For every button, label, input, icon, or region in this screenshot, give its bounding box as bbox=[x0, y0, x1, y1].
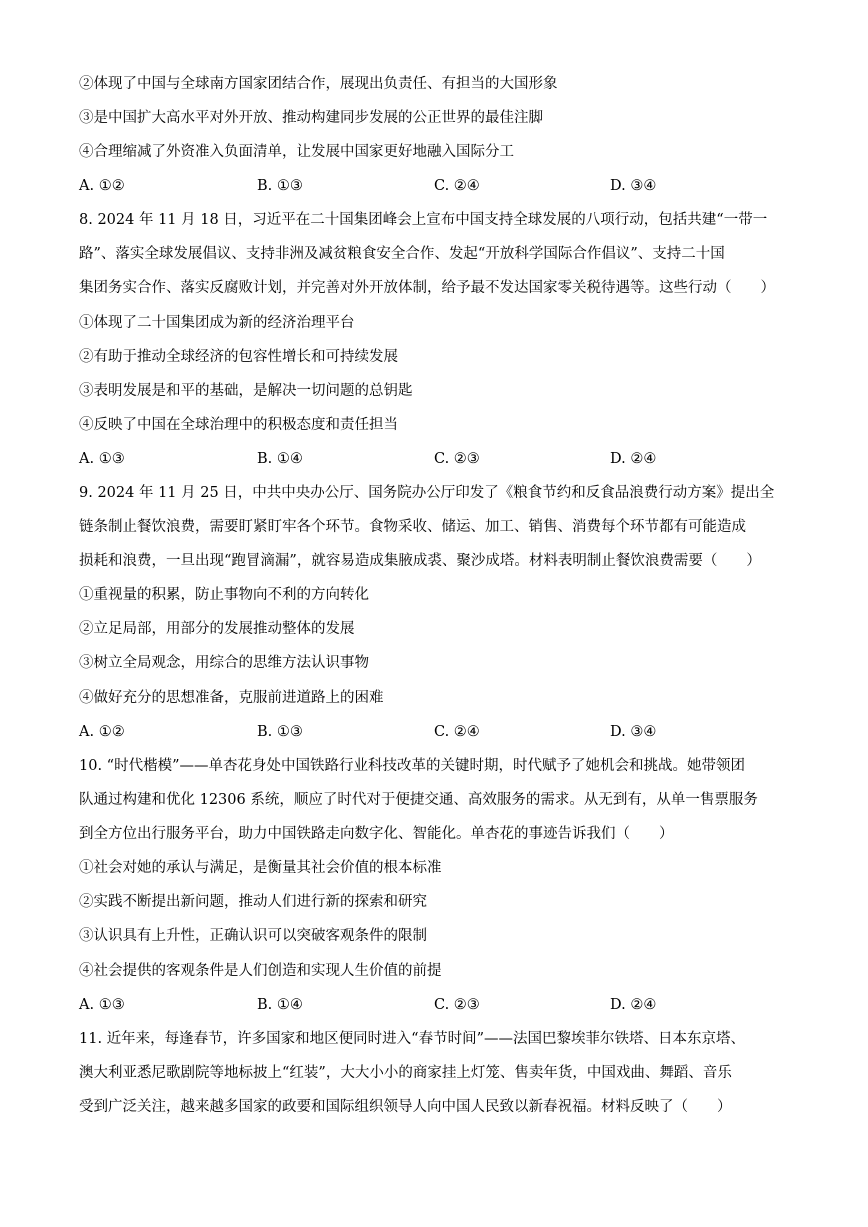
q11-stem-line-3: 受到广泛关注，越来越多国家的政要和国际组织领导人向中国人民致以新春祝福。材料反映了（ ） bbox=[79, 1099, 732, 1115]
q10-option-3: ③认识具有上升性，正确认识可以突破客观条件的限制 bbox=[79, 928, 427, 944]
q10-choice-a[interactable]: A. ①③ bbox=[79, 997, 125, 1013]
q8-choice-a[interactable]: A. ①③ bbox=[79, 451, 125, 467]
q9-choice-d[interactable]: D. ③④ bbox=[610, 724, 657, 740]
q7-option-3: ③是中国扩大高水平对外开放、推动构建同步发展的公正世界的最佳注脚 bbox=[79, 110, 543, 126]
q9-choice-c[interactable]: C. ②④ bbox=[434, 724, 480, 740]
q8-option-1: ①体现了二十国集团成为新的经济治理平台 bbox=[79, 315, 355, 331]
q9-stem-line-3: 损耗和浪费，一旦出现“跑冒滴漏”，就容易造成集腋成裘、聚沙成塔。材料表明制止餐饮浪费需要（ ） bbox=[79, 553, 761, 569]
q7-choice-c[interactable]: C. ②④ bbox=[434, 178, 480, 194]
q8-stem-line-1: 8. 2024 年 11 月 18 日，习近平在二十国集团峰会上宣布中国支持全球发展的八项行动，包括共建“一带一 bbox=[79, 212, 768, 228]
q8-option-4: ④反映了中国在全球治理中的积极态度和责任担当 bbox=[79, 417, 398, 433]
q8-option-2: ②有助于推动全球经济的包容性增长和可持续发展 bbox=[79, 349, 398, 365]
q7-option-2: ②体现了中国与全球南方国家团结合作，展现出负责任、有担当的大国形象 bbox=[79, 76, 558, 92]
q10-choice-b[interactable]: B. ①④ bbox=[257, 997, 303, 1013]
q7-choice-a[interactable]: A. ①② bbox=[79, 178, 125, 194]
q8-choice-c[interactable]: C. ②③ bbox=[434, 451, 480, 467]
q10-option-1: ①社会对她的承认与满足，是衡量其社会价值的根本标准 bbox=[79, 860, 442, 876]
q11-stem-line-2: 澳大利亚悉尼歌剧院等地标披上“红装”，大大小小的商家挂上灯笼、售卖年货，中国戏曲、舞蹈、音乐 bbox=[79, 1065, 732, 1081]
q7-option-4: ④合理缩减了外资准入负面清单，让发展中国家更好地融入国际分工 bbox=[79, 144, 514, 160]
q7-choice-d[interactable]: D. ③④ bbox=[610, 178, 657, 194]
q8-choice-d[interactable]: D. ②④ bbox=[610, 451, 657, 467]
q11-stem-line-1: 11. 近年来，每逢春节，许多国家和地区便同时进入“春节时间”——法国巴黎埃菲尔铁塔、日本东京塔、 bbox=[79, 1031, 745, 1047]
q9-option-4: ④做好充分的思想准备，克服前进道路上的困难 bbox=[79, 690, 384, 706]
q10-choice-c[interactable]: C. ②③ bbox=[434, 997, 480, 1013]
q8-option-3: ③表明发展是和平的基础，是解决一切问题的总钥匙 bbox=[79, 383, 413, 399]
q7-choices bbox=[79, 176, 799, 196]
q10-option-4: ④社会提供的客观条件是人们创造和实现人生价值的前提 bbox=[79, 963, 442, 979]
q10-stem-line-3: 到全方位出行服务平台，助力中国铁路走向数字化、智能化。单杏花的事迹告诉我们（ ） bbox=[79, 826, 674, 842]
q9-option-1: ①重视量的积累，防止事物向不利的方向转化 bbox=[79, 587, 369, 603]
q9-option-2: ②立足局部，用部分的发展推动整体的发展 bbox=[79, 621, 355, 637]
q9-choice-b[interactable]: B. ①③ bbox=[257, 724, 303, 740]
q10-stem-line-1: 10. “时代楷模”——单杏花身处中国铁路行业科技改革的关键时期，时代赋予了她机会和挑战。她带领团 bbox=[79, 758, 745, 774]
q9-choices bbox=[79, 722, 799, 742]
q9-stem-line-1: 9. 2024 年 11 月 25 日，中共中央办公厅、国务院办公厅印发了《粮食节约和反食品浪费行动方案》提出全 bbox=[79, 485, 775, 501]
q7-choice-b[interactable]: B. ①③ bbox=[257, 178, 303, 194]
q10-option-2: ②实践不断提出新问题，推动人们进行新的探索和研究 bbox=[79, 894, 427, 910]
q8-stem-line-2: 路”、落实全球发展倡议、支持非洲及减贫粮食安全合作、发起“开放科学国际合作倡议”、支持二十国 bbox=[79, 246, 725, 262]
q8-choices bbox=[79, 449, 799, 469]
q10-stem-line-2: 队通过构建和优化 12306 系统，顺应了时代对于便捷交通、高效服务的需求。从无到有，从单一售票服务 bbox=[79, 792, 758, 808]
q10-choices bbox=[79, 995, 799, 1015]
q9-option-3: ③树立全局观念，用综合的思维方法认识事物 bbox=[79, 655, 369, 671]
q10-choice-d[interactable]: D. ②④ bbox=[610, 997, 657, 1013]
q9-stem-line-2: 链条制止餐饮浪费，需要盯紧盯牢各个环节。食物采收、储运、加工、销售、消费每个环节都有可能造成 bbox=[79, 519, 746, 535]
q9-choice-a[interactable]: A. ①② bbox=[79, 724, 125, 740]
q8-choice-b[interactable]: B. ①④ bbox=[257, 451, 303, 467]
q8-stem-line-3: 集团务实合作、落实反腐败计划，并完善对外开放体制，给予最不发达国家零关税待遇等。这些行动（ ） bbox=[79, 280, 775, 296]
